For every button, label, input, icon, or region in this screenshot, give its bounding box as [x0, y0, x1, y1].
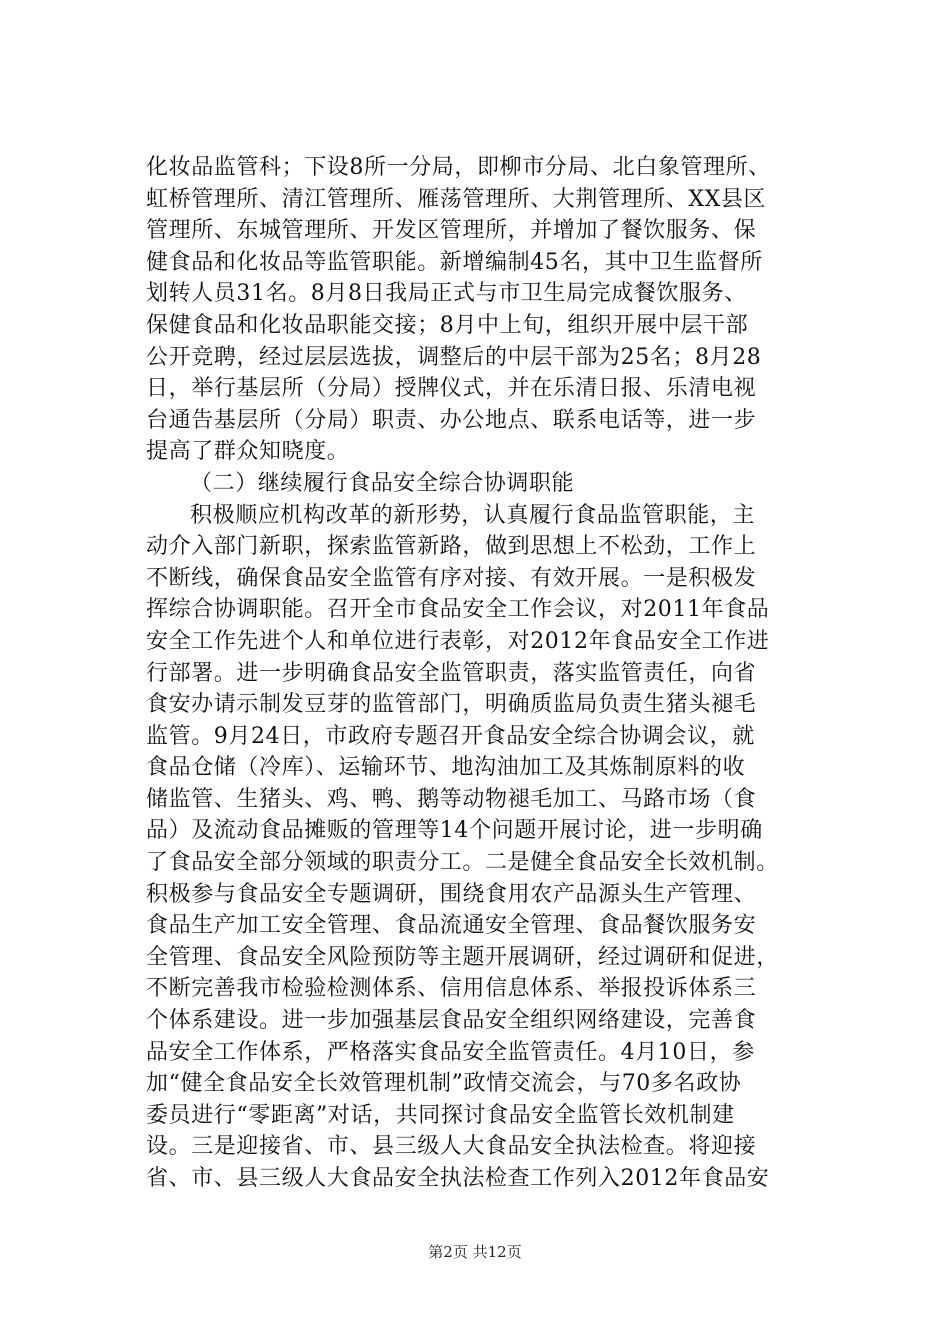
text-line: 台通告基层所（分局）职责、办公地点、联系电话等，进一步: [146, 407, 757, 433]
text-line: 健食品和化妆品等监管职能。新增编制45名，其中卫生监督所: [146, 249, 763, 275]
text-line: 安全工作先进个人和单位进行表彰，对2012年食品安全工作进: [146, 628, 770, 654]
text-line: 管理所、东城管理所、开发区管理所，并增加了餐饮服务、保: [146, 218, 757, 244]
text-line: 储监管、生猪头、鸡、鸭、鹅等动物褪毛加工、马路市场（食: [146, 786, 757, 812]
text-line: 不断完善我市检验检测体系、信用信息体系、举报投诉体系三: [146, 976, 757, 1002]
text-line: 划转人员31名。8月8日我局正式与市卫生局完成餐饮服务、: [146, 281, 747, 307]
text-line: 保健食品和化妆品职能交接；8月中上旬，组织开展中层干部: [146, 312, 749, 338]
text-line: 品安全工作体系，严格落实食品安全监管责任。4月10日，参: [146, 1039, 755, 1065]
text-line: 化妆品监管科；下设8所一分局，即柳市分局、北白象管理所、: [146, 155, 771, 180]
page-footer: 第2页 共12页: [428, 1243, 522, 1261]
text-line: 挥综合协调职能。召开全市食品安全工作会议，对2011年食品: [146, 597, 770, 623]
text-line: 全管理、食品安全风险预防等主题开展调研，经过调研和促进，: [146, 944, 779, 970]
text-line: 动介入部门新职，探索监管新路，做到思想上不松劲，工作上: [146, 534, 757, 560]
text-line: 省、市、县三级人大食品安全执法检查工作列入2012年食品安: [146, 1166, 770, 1191]
text-line: 行部署。进一步明确食品安全监管职责，落实监管责任，向省: [146, 660, 757, 686]
text-line: 委员进行“零距离”对话，共同探讨食品安全监管长效机制建: [146, 1102, 735, 1128]
text-line: 积极参与食品安全专题调研，围绕食用农产品源头生产管理、: [146, 881, 757, 907]
text-line: 了食品安全部分领域的职责分工。二是健全食品安全长效机制。: [146, 850, 779, 876]
section-heading: （二）继续履行食品安全综合协调职能: [190, 470, 575, 496]
text-line: 食品仓储（冷库）、运输环节、地沟油加工及其炼制原料的收: [146, 755, 746, 781]
text-line: 食安办请示制发豆芽的监管部门，明确质监局负责生猪头褪毛: [146, 692, 757, 718]
text-line: 公开竞聘，经过层层选拔，调整后的中层干部为25名；8月28: [146, 344, 762, 370]
text-line: 设。三是迎接省、市、县三级人大食品安全执法检查。将迎接: [146, 1134, 757, 1160]
text-line: 监管。9月24日，市政府专题召开食品安全综合协调会议，就: [146, 723, 755, 749]
text-line: 虹桥管理所、清江管理所、雁荡管理所、大荆管理所、XX县区: [146, 186, 767, 212]
text-line: 食品生产加工安全管理、食品流通安全管理、食品餐饮服务安: [146, 913, 757, 939]
text-line: 加“健全食品安全长效管理机制”政情交流会，与70多名政协: [146, 1071, 742, 1097]
text-line: 日，举行基层所（分局）授牌仪式，并在乐清日报、乐清电视: [146, 376, 757, 402]
document-body: [146, 152, 826, 1195]
text-line: 品）及流动食品摊贩的管理等14个问题开展讨论，进一步明确: [146, 818, 763, 844]
text-line: 个体系建设。进一步加强基层食品安全组织网络建设，完善食: [146, 1008, 757, 1034]
text-line: 积极顺应机构改革的新形势，认真履行食品监管职能，主: [190, 502, 756, 528]
text-line: 提高了群众知晓度。: [146, 439, 350, 465]
text-line: 不断线，确保食品安全监管有序对接、有效开展。一是积极发: [146, 565, 757, 591]
